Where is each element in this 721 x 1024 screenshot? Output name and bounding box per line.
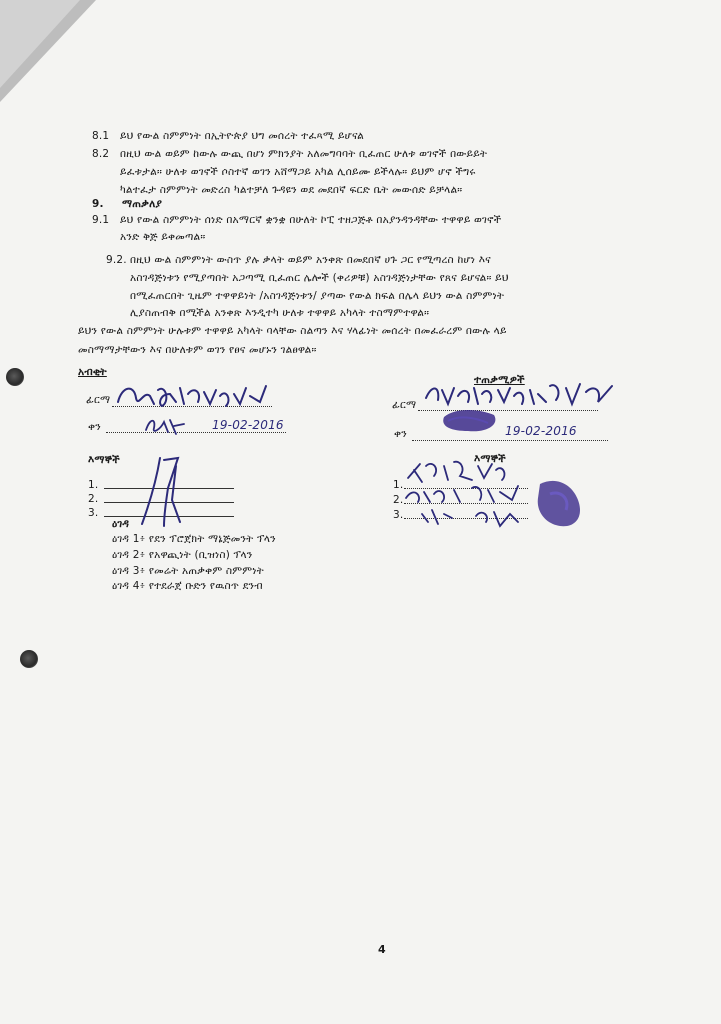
clause-number: 9.2. bbox=[106, 254, 127, 266]
clause-text-line: ሊያስጠብቅ በሚችል አንቀጽ እንዲተካ ሁለቱ ተዋዋይ አካላት ተስማምተዋል። bbox=[130, 307, 430, 319]
right-witness-number: 2. bbox=[393, 494, 404, 506]
page-number: 4 bbox=[378, 943, 386, 956]
section-number: 9. bbox=[92, 198, 104, 210]
closing-line: ይህን የውል ስምምነት ሁሉቱም ተዋዋይ አካላት ባላቸው ስልጣን እና ሃላፊነት መሰረት በመፈራረም በውሉ ላይ bbox=[78, 325, 507, 337]
closing-line: መስማማታቸውን እና በሁለቱም ወገን የፀና መሆኑን ገልፀዋል። bbox=[78, 344, 317, 356]
left-witness-number: 1. bbox=[88, 479, 99, 491]
clause-text-line: አንድ ቅጅ ይቀመጣል። bbox=[120, 231, 206, 243]
right-date-label: ቀን bbox=[394, 428, 407, 440]
right-sign-label: ፊርማ bbox=[392, 399, 417, 411]
page-corner-shadow bbox=[0, 0, 110, 110]
left-witness-number: 3. bbox=[88, 507, 99, 519]
right-witnesses-title: እማኞች bbox=[474, 453, 506, 465]
left-date-label: ቀን bbox=[88, 421, 101, 433]
punch-hole-top bbox=[6, 368, 24, 386]
left-witnesses-title: እማኞች bbox=[88, 454, 120, 466]
attachment-item: ዕገዳ 4፥ የተደራጀ ቡድን የዉስጥ ደንብ bbox=[112, 580, 263, 592]
right-date-value: 19-02-2016 bbox=[505, 424, 577, 438]
clause-text-line: ይፈቱታል። ሁለቱ ወገኖች ሶስተኛ ወገን አሸማጋይ አካል ሊሰይሙ ይችላሉ። ይህም ሆኖ ችግሩ bbox=[120, 166, 476, 178]
clause-text-line: በሚፈጠርበት ጊዜም ተዋዋይነት /አስገዳጅነቱን/ ያጣው የውል ክፍል በሌላ ይህን ውል ስምምነት bbox=[130, 290, 505, 302]
left-date-initials bbox=[140, 412, 190, 438]
clause-text-line: ይህ የውል ስምምነት ሰነድ በአማርኛ ቋንቋ በሁለት ኮፒ ተዘጋጅቶ በአያንዳንዳቸው ተዋዋይ ወገኖች bbox=[120, 214, 502, 226]
clause-text-line: አስገዳጅነቱን የሚያጣበት አጋጣሚ ቢፈጠር ሌሎች (ቀሪዎቹ) አስገዳጅነታቸው የጸና ይሆናል። ይህ bbox=[130, 272, 509, 284]
clause-text-line: በዚህ ውል ስምምነት ውስጥ ያሉ ቃላት ወይም አንቀጽ በመደበኛ ሀጉ ጋር የሚጣረስ ከሆነ እና bbox=[130, 254, 491, 266]
left-date-line bbox=[106, 432, 286, 433]
section-title: ማጠቃለያ bbox=[122, 198, 163, 210]
left-party-title: አብቂት bbox=[78, 366, 107, 378]
attachments-title: ዕገዳ bbox=[112, 518, 130, 530]
left-signature bbox=[114, 380, 274, 412]
clause-number: 8.1 bbox=[92, 130, 110, 142]
punch-hole-bottom bbox=[20, 650, 38, 668]
attachment-item: ዕገዳ 1፥ የደን ፕሮጀክት ማኔጅመንት ፕላን bbox=[112, 533, 276, 545]
right-witness-number: 1. bbox=[393, 479, 404, 491]
attachment-item: ዕገዳ 3፥ የመሬት አጠቃቀም ስምምነት bbox=[112, 565, 264, 577]
right-date-line bbox=[412, 440, 608, 441]
clause-number: 8.2 bbox=[92, 148, 110, 160]
clause-text-line: ካልተፈታ ስምምነት መድረስ ካልተቻለ ጉዳዩን ወደ መደበኛ ፍርድ ቤት መውሰድ ይቻላል። bbox=[120, 184, 463, 196]
attachment-item: ዕገዳ 2፥ የአዋጪነት (ቢዝነስ) ፕላን bbox=[112, 549, 253, 561]
left-date-value: 19-02-2016 bbox=[212, 418, 284, 432]
left-witness-number: 2. bbox=[88, 493, 99, 505]
right-witness-number: 3. bbox=[393, 509, 404, 521]
right-party-title: ተጠቃሚዎች bbox=[474, 374, 525, 386]
right-witness-signatures bbox=[400, 456, 600, 532]
left-sign-label: ፊርማ bbox=[86, 394, 111, 406]
right-date-stamp bbox=[438, 405, 502, 435]
clause-number: 9.1 bbox=[92, 214, 110, 226]
left-witness-signature bbox=[120, 452, 200, 528]
clause-text: ይህ የውል ስምምነት በኢትዮጵያ ህግ መሰረት ተፈጻሚ ይሆናል bbox=[120, 130, 364, 142]
clause-text-line: በዚህ ውል ወይም ከውሉ ውጪ በሆነ ምክንያት አለመግባባት ቢፈጠር ሁለቱ ወገኖች በውይይት bbox=[120, 148, 488, 160]
